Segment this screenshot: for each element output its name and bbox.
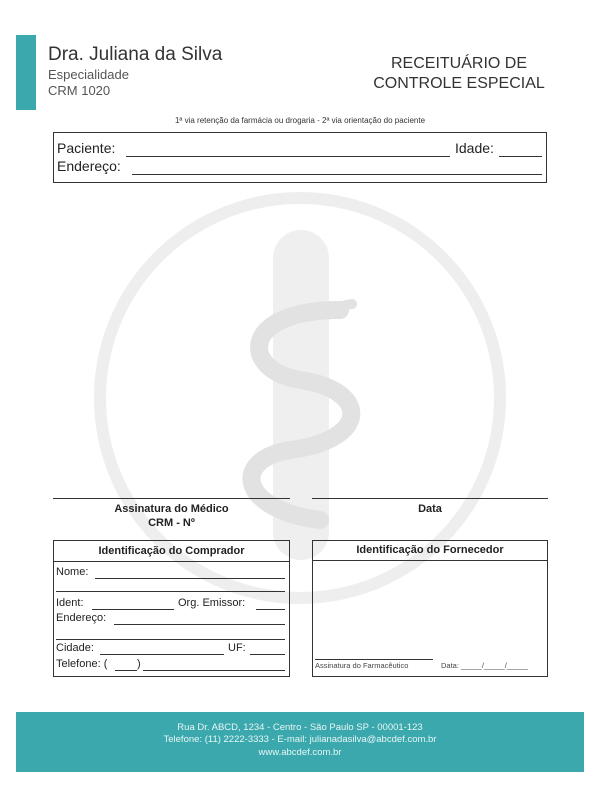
date-line[interactable] <box>312 498 548 499</box>
doctor-specialty: Especialidade <box>48 67 129 82</box>
pharmacist-signature-line[interactable] <box>315 659 433 660</box>
address-field[interactable] <box>132 174 542 175</box>
doctor-crm: CRM 1020 <box>48 83 111 98</box>
age-field[interactable] <box>499 156 542 157</box>
buyer-id-label: Ident: <box>56 597 84 609</box>
buyer-phone-paren: ) <box>137 658 141 670</box>
crm-number-label: CRM - Nº <box>148 517 195 529</box>
document-title <box>364 54 554 94</box>
age-label: Idade: <box>455 140 494 156</box>
buyer-phone-label: Telefone: ( <box>56 658 108 670</box>
buyer-address-field[interactable] <box>114 624 285 625</box>
buyer-address-label: Endereço: <box>56 612 107 624</box>
buyer-title-divider <box>54 561 289 562</box>
doctor-signature-label: Assinatura do Médico <box>114 503 229 515</box>
buyer-name-field-2[interactable] <box>56 591 285 592</box>
copy-instructions: 1ª via retenção da farmácia ou drogaria - 2ª via orientação do paciente <box>174 116 426 125</box>
date-label: Data <box>418 503 442 515</box>
supplier-title-divider <box>313 560 547 561</box>
footer-address: Rua Dr. ABCD, 1234 - Centro - São Paulo SP - 00001-123 <box>177 722 423 733</box>
buyer-name-label: Nome: <box>56 566 89 578</box>
patient-name-field[interactable] <box>126 156 450 157</box>
buyer-state-field[interactable] <box>250 654 285 655</box>
address-label: Endereço: <box>57 158 121 174</box>
supplier-date-label: Data: _____/_____/_____ <box>441 661 528 670</box>
patient-label: Paciente: <box>57 140 116 156</box>
buyer-id-field[interactable] <box>92 609 174 610</box>
doctor-signature-line[interactable] <box>53 498 290 499</box>
buyer-city-field[interactable] <box>100 654 224 655</box>
footer-contact: Telefone: (11) 2222-3333 - E-mail: julianadasilva@abcdef.com.br <box>163 734 437 745</box>
buyer-issuer-label: Org. Emissor: <box>178 597 246 609</box>
buyer-city-label: Cidade: <box>56 642 94 654</box>
buyer-issuer-field[interactable] <box>256 609 285 610</box>
supplier-box-title: Identificação do Fornecedor <box>356 544 504 556</box>
buyer-phone-area-field[interactable] <box>115 670 137 671</box>
buyer-name-field[interactable] <box>95 578 285 579</box>
footer-website: www.abcdef.com.br <box>258 747 342 758</box>
buyer-address-field-2[interactable] <box>56 639 285 640</box>
footer-contact-bar <box>16 712 584 772</box>
pharmacist-signature-label: Assinatura do Farmacêutico <box>315 661 409 670</box>
supplier-identification-box <box>312 540 548 677</box>
title-line-2: CONTROLE ESPECIAL <box>373 75 545 92</box>
title-line-1: RECEITUÁRIO DE <box>390 55 527 72</box>
buyer-box-title: Identificação do Comprador <box>98 545 245 557</box>
header-accent-bar <box>16 35 36 110</box>
buyer-phone-field[interactable] <box>143 670 285 671</box>
doctor-name: Dra. Juliana da Silva <box>48 44 223 65</box>
buyer-state-label: UF: <box>228 642 246 654</box>
